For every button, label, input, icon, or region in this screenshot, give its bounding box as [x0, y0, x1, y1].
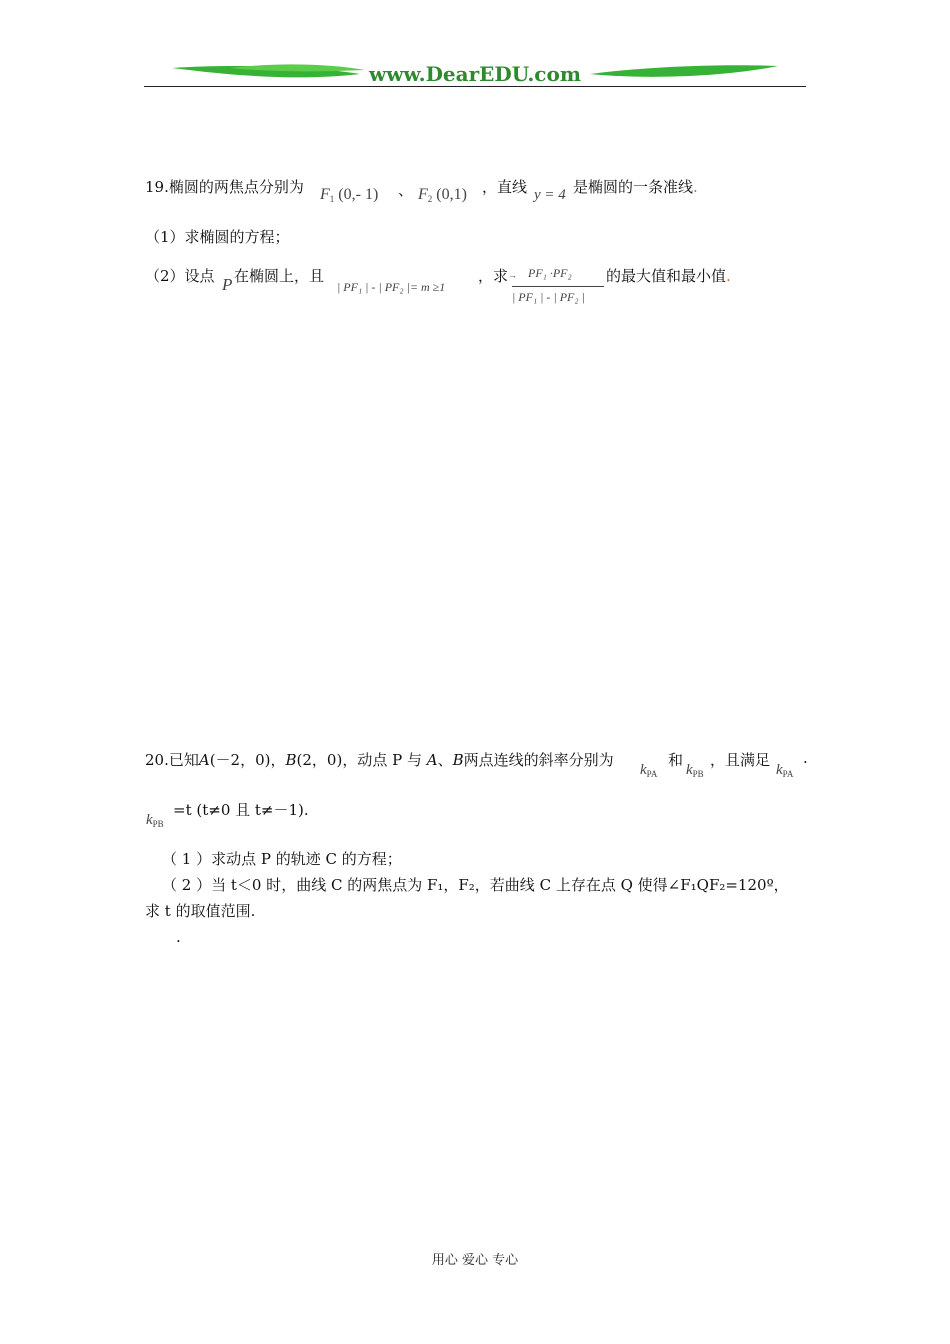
q20-line1-c: ，且满足 — [710, 751, 771, 769]
page-footer: 用心 爱心 专心 — [431, 1253, 519, 1268]
q19-part2-c: ，求 — [478, 267, 509, 285]
q20-part2: （ 2 ）当 t＜0 时，曲线 C 的两焦点为 F₁，F₂，若曲线 C 上存在点 Q 使得∠F₁QF₂=120º， — [162, 876, 789, 894]
header-logo — [170, 62, 780, 86]
q19-part2-d: 的最大值和最小值. — [606, 267, 731, 285]
right-leaf-icon — [590, 65, 778, 77]
q19-point-p: P — [222, 275, 233, 294]
q20-part1: （ 1 ）求动点 P 的轨迹 C 的方程； — [162, 850, 402, 868]
site-name: www.DearEDU.com — [368, 62, 582, 86]
q19-part1: （1）求椭圆的方程； — [145, 228, 290, 246]
q19-line-eq: y = 4 — [534, 187, 566, 203]
header-rule — [144, 86, 806, 87]
q19-vector-arrow: → — [508, 270, 517, 280]
q19-fraction — [508, 266, 604, 310]
q20-k-pa: $k_{PA}$ — [640, 762, 658, 779]
q19-part2-a: （2）设点 — [145, 267, 215, 285]
q19-condition: | PF₁ | - | PF₂ |= m ≥1 — [337, 280, 446, 294]
q19-intro: 19.椭圆的两焦点分别为 — [145, 178, 304, 196]
q19-f1: $F_1$ (0,- 1) — [320, 186, 379, 204]
q20-line2: =t (t≠0 且 t≠－1). — [173, 801, 309, 819]
q19-line-tail: 是椭圆的一条准线. — [573, 178, 698, 196]
q19-part2-b: 在椭圆上，且 — [234, 267, 325, 285]
q20-stray-dot: . — [176, 928, 181, 946]
q20-k-pb-2: $k_{PB}$ — [146, 812, 164, 829]
q20-line1: 20.已知A(－2，0)，B(2，0)，动点 P 与 A、B两点连线的斜率分别为 — [145, 751, 614, 769]
q20-he: 和 — [668, 751, 684, 769]
q20-part2-cont: 求 t 的取值范围. — [145, 902, 256, 920]
q19-frac-numerator: PF₁ ·PF₂ — [528, 266, 572, 280]
q20-dot: · — [803, 753, 808, 771]
q20-k-pa-2: $k_{PA}$ — [776, 762, 794, 779]
q19-line-label: ，直线 — [482, 178, 528, 196]
q19-frac-denominator: | PF₁ | - | PF₂ | — [512, 290, 585, 304]
q19-f2: $F_2$ (0,1) — [418, 186, 467, 204]
q20-k-pb: $k_{PB}$ — [686, 762, 704, 779]
q19-sep: 、 — [398, 181, 414, 199]
